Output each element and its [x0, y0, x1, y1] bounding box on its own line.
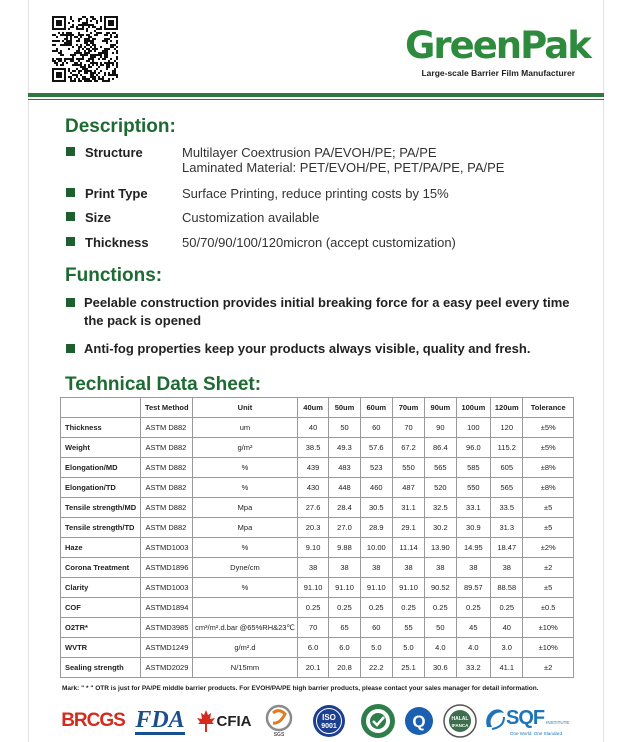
unit-cell: g/m² [193, 438, 298, 458]
value-cell: 4.0 [425, 638, 456, 658]
desc-value [182, 186, 449, 201]
value-cell: 30.5 [360, 498, 392, 518]
seal-icon [360, 703, 396, 739]
column-header: 50um [329, 398, 360, 418]
value-cell: 9.10 [297, 538, 328, 558]
column-header: Test Method [141, 398, 193, 418]
value-cell: 3.0 [491, 638, 523, 658]
cfia-text: CFIA [216, 712, 252, 730]
value-cell: ±5 [523, 498, 574, 518]
value-cell: ±2% [523, 538, 574, 558]
desc-value [182, 145, 504, 175]
test-method-cell: ASTMD1249 [141, 638, 193, 658]
value-cell: 88.58 [491, 578, 523, 598]
value-cell: 38 [360, 558, 392, 578]
test-method-cell: ASTM D882 [141, 478, 193, 498]
property-cell: Clarity [61, 578, 141, 598]
value-cell: 40 [491, 618, 523, 638]
value-cell: 30.6 [425, 658, 456, 678]
value-cell: ±5 [523, 518, 574, 538]
table-row [61, 638, 574, 658]
column-header: Unit [193, 398, 298, 418]
value-cell: 30.2 [425, 518, 456, 538]
iso-number-text: 9001 [321, 723, 337, 730]
value-cell: 45 [456, 618, 491, 638]
value-cell: 6.0 [297, 638, 328, 658]
property-cell: O2TR* [61, 618, 141, 638]
value-cell: ±0.5 [523, 598, 574, 618]
value-cell: 89.57 [456, 578, 491, 598]
value-cell: 0.25 [392, 598, 424, 618]
value-cell: 22.2 [360, 658, 392, 678]
desc-print-type [66, 186, 449, 201]
property-cell: COF [61, 598, 141, 618]
value-cell: 585 [456, 458, 491, 478]
table-row [61, 578, 574, 598]
value-cell: 29.1 [392, 518, 424, 538]
q-mark-logo-icon [402, 703, 436, 739]
desc-value-line: Laminated Material: PET/EVOH/PE, PET/PA/PE, PA/PE [182, 160, 505, 175]
value-cell: 57.6 [360, 438, 392, 458]
table-row [61, 518, 574, 538]
value-cell: 460 [360, 478, 392, 498]
property-cell: Corona Treatment [61, 558, 141, 578]
test-method-cell: ASTMD1003 [141, 538, 193, 558]
value-cell: 0.25 [456, 598, 491, 618]
technical-data-table [60, 397, 574, 678]
value-cell: 96.0 [456, 438, 491, 458]
value-cell: 91.10 [360, 578, 392, 598]
unit-cell: um [193, 418, 298, 438]
table-row [61, 618, 574, 638]
property-cell: Weight [61, 438, 141, 458]
value-cell: 31.1 [392, 498, 424, 518]
value-cell: 0.25 [491, 598, 523, 618]
table-footnote: Mark: " * " OTR is just for PA/PE middle barrier products. For EVOH/PA/PE high barrier products, please contact your sales manager for detail information. [62, 685, 539, 692]
unit-cell: cm³/m².d.bar @65%RH&23℃ [193, 618, 298, 638]
unit-cell: g/m².d [193, 638, 298, 658]
value-cell: ±5 [523, 578, 574, 598]
function-text: Anti-fog properties keep your products always visible, quality and fresh. [84, 341, 531, 356]
value-cell: 523 [360, 458, 392, 478]
value-cell: 33.1 [456, 498, 491, 518]
tech-sheet-title: Technical Data Sheet: [65, 374, 262, 395]
bullet-icon [66, 147, 75, 156]
value-cell: 565 [491, 478, 523, 498]
value-cell: 100 [456, 418, 491, 438]
value-cell: 439 [297, 458, 328, 478]
value-cell: 13.90 [425, 538, 456, 558]
value-cell: 40 [297, 418, 328, 438]
unit-cell: Mpa [193, 518, 298, 538]
value-cell: 565 [425, 458, 456, 478]
value-cell: 0.25 [360, 598, 392, 618]
value-cell: 14.95 [456, 538, 491, 558]
value-cell: ±2 [523, 558, 574, 578]
value-cell: ±2 [523, 658, 574, 678]
value-cell: 70 [297, 618, 328, 638]
green-seal-logo-icon [356, 703, 400, 739]
value-cell: 41.1 [491, 658, 523, 678]
desc-structure [66, 145, 505, 175]
column-header: 60um [360, 398, 392, 418]
value-cell: 38.5 [297, 438, 328, 458]
desc-value-line: Customization available [182, 210, 320, 225]
table-row [61, 558, 574, 578]
fda-text: FDA [135, 706, 185, 733]
sqf-tagline: One World. One Standard. [510, 730, 564, 736]
tagline: Large-scale Barrier Film Manufacturer [421, 68, 575, 78]
bullet-icon [66, 237, 75, 246]
desc-size [66, 210, 320, 225]
value-cell: 27.0 [329, 518, 360, 538]
function-item [66, 294, 576, 330]
property-cell: Elongation/TD [61, 478, 141, 498]
column-header: Tolerance [523, 398, 574, 418]
value-cell: ±10% [523, 618, 574, 638]
certification-logos [60, 703, 580, 739]
sgs-badge-icon [264, 704, 294, 732]
value-cell: ±8% [523, 458, 574, 478]
sqf-institute-text: INSTITUTE [546, 719, 570, 725]
functions-title: Functions: [65, 265, 163, 286]
property-cell: Sealing strength [61, 658, 141, 678]
value-cell: 25.1 [392, 658, 424, 678]
desc-value-line: Multilayer Coextrusion PA/EVOH/PE; PA/PE [182, 145, 437, 160]
iso-logo-icon [304, 703, 354, 739]
brcgs-text: BRCGS [61, 710, 125, 731]
value-cell: 20.8 [329, 658, 360, 678]
desc-label: Size [85, 210, 112, 225]
property-cell: Thickness [61, 418, 141, 438]
table-row [61, 458, 574, 478]
table-row [61, 498, 574, 518]
sgs-logo-icon [258, 703, 300, 739]
maple-leaf-icon [197, 710, 215, 732]
q-mark-text: Q [412, 712, 426, 731]
iso-text: ISO [322, 713, 336, 722]
value-cell: 70 [392, 418, 424, 438]
value-cell: 9.88 [329, 538, 360, 558]
value-cell: 28.4 [329, 498, 360, 518]
test-method-cell: ASTM D882 [141, 418, 193, 438]
property-cell: Haze [61, 538, 141, 558]
value-cell: 50 [329, 418, 360, 438]
table-row [61, 478, 574, 498]
column-header: 70um [392, 398, 424, 418]
value-cell: ±8% [523, 478, 574, 498]
value-cell: 38 [329, 558, 360, 578]
value-cell: 6.0 [329, 638, 360, 658]
value-cell: 31.3 [491, 518, 523, 538]
unit-cell: % [193, 458, 298, 478]
value-cell: 10.00 [360, 538, 392, 558]
halal-logo-icon [438, 703, 482, 739]
test-method-cell: ASTMD3985 [141, 618, 193, 638]
value-cell: 60 [360, 618, 392, 638]
cfia-logo-icon [194, 703, 254, 739]
value-cell: 520 [425, 478, 456, 498]
value-cell: 487 [392, 478, 424, 498]
value-cell: 0.25 [329, 598, 360, 618]
test-method-cell: ASTMD1003 [141, 578, 193, 598]
qr-code-icon [52, 16, 118, 82]
desc-value-line: Surface Printing, reduce printing costs by 15% [182, 186, 449, 201]
bullet-icon [66, 344, 75, 353]
value-cell: 28.9 [360, 518, 392, 538]
sqf-text: SQF [506, 707, 545, 729]
brcgs-logo-icon [62, 703, 124, 739]
value-cell: 0.25 [297, 598, 328, 618]
desc-label: Structure [85, 145, 143, 160]
value-cell: ±5% [523, 418, 574, 438]
column-header: 40um [297, 398, 328, 418]
function-text: Peelable construction provides initial breaking force for a easy peel every time the pack is opened [84, 295, 570, 328]
brand-logo [405, 24, 590, 78]
bullet-icon [66, 212, 75, 221]
value-cell: 5.0 [392, 638, 424, 658]
ifanca-text: IFANCA [451, 723, 469, 728]
desc-label: Print Type [85, 186, 148, 201]
sqf-logo-icon [484, 703, 580, 739]
bullet-icon [66, 298, 75, 307]
value-cell: 483 [329, 458, 360, 478]
value-cell: 115.2 [491, 438, 523, 458]
value-cell: 91.10 [392, 578, 424, 598]
value-cell: 30.9 [456, 518, 491, 538]
value-cell: 86.4 [425, 438, 456, 458]
function-item [66, 340, 576, 358]
test-method-cell: ASTMD1896 [141, 558, 193, 578]
value-cell: 33.5 [491, 498, 523, 518]
value-cell: 11.14 [392, 538, 424, 558]
q-mark-icon [404, 706, 434, 736]
value-cell: 18.47 [491, 538, 523, 558]
header-divider [28, 93, 604, 97]
fda-logo-icon [132, 703, 188, 739]
value-cell: 38 [491, 558, 523, 578]
value-cell: 4.0 [456, 638, 491, 658]
test-method-cell: ASTM D882 [141, 498, 193, 518]
value-cell: 605 [491, 458, 523, 478]
desc-value [182, 210, 319, 225]
table-row [61, 438, 574, 458]
column-header: 100um [456, 398, 491, 418]
value-cell: 448 [329, 478, 360, 498]
table-row [61, 658, 574, 678]
desc-label: Thickness [85, 235, 149, 250]
value-cell: ±10% [523, 638, 574, 658]
table-header-row [61, 398, 574, 418]
value-cell: 20.1 [297, 658, 328, 678]
value-cell: 55 [392, 618, 424, 638]
test-method-cell: ASTM D882 [141, 518, 193, 538]
description-title: Description: [65, 116, 176, 137]
value-cell: 49.3 [329, 438, 360, 458]
value-cell: 65 [329, 618, 360, 638]
sgs-text: SGS [273, 732, 285, 738]
value-cell: 60 [360, 418, 392, 438]
desc-thickness [66, 235, 456, 250]
value-cell: 50 [425, 618, 456, 638]
halal-badge-icon [441, 704, 479, 738]
table-row [61, 538, 574, 558]
unit-cell: % [193, 578, 298, 598]
value-cell: 38 [297, 558, 328, 578]
value-cell: 5.0 [360, 638, 392, 658]
property-cell: Tensile strength/MD [61, 498, 141, 518]
value-cell: 91.10 [329, 578, 360, 598]
unit-cell: N/15mm [193, 658, 298, 678]
test-method-cell: ASTM D882 [141, 458, 193, 478]
header-divider-thin [28, 99, 604, 100]
test-method-cell: ASTMD1894 [141, 598, 193, 618]
value-cell: 90 [425, 418, 456, 438]
unit-cell: % [193, 478, 298, 498]
value-cell: 32.5 [425, 498, 456, 518]
property-cell: WVTR [61, 638, 141, 658]
value-cell: 550 [456, 478, 491, 498]
table-row [61, 418, 574, 438]
halal-text: HALAL [451, 716, 469, 722]
value-cell: 430 [297, 478, 328, 498]
property-cell: Tensile strength/TD [61, 518, 141, 538]
unit-cell: Mpa [193, 498, 298, 518]
bullet-icon [66, 188, 75, 197]
value-cell: ±5% [523, 438, 574, 458]
column-header: 120um [491, 398, 523, 418]
value-cell: 27.6 [297, 498, 328, 518]
value-cell: 0.25 [425, 598, 456, 618]
property-cell: Elongation/MD [61, 458, 141, 478]
unit-cell: Dyne/cm [193, 558, 298, 578]
desc-value [182, 235, 456, 250]
value-cell: 550 [392, 458, 424, 478]
value-cell: 38 [392, 558, 424, 578]
unit-cell: % [193, 538, 298, 558]
value-cell: 38 [456, 558, 491, 578]
column-header [61, 398, 141, 418]
sqf-swirl-icon [484, 707, 506, 731]
test-method-cell: ASTMD2029 [141, 658, 193, 678]
desc-value-line: 50/70/90/100/120micron (accept customization) [182, 235, 456, 250]
value-cell: 90.52 [425, 578, 456, 598]
value-cell: 33.2 [456, 658, 491, 678]
value-cell: 91.10 [297, 578, 328, 598]
value-cell: 67.2 [392, 438, 424, 458]
value-cell: 120 [491, 418, 523, 438]
value-cell: 20.3 [297, 518, 328, 538]
table-row [61, 598, 574, 618]
logo-text: GreenPak [405, 24, 590, 67]
unit-cell [193, 598, 298, 618]
value-cell: 38 [425, 558, 456, 578]
test-method-cell: ASTM D882 [141, 438, 193, 458]
column-header: 90um [425, 398, 456, 418]
iso-globe-icon [310, 704, 348, 738]
